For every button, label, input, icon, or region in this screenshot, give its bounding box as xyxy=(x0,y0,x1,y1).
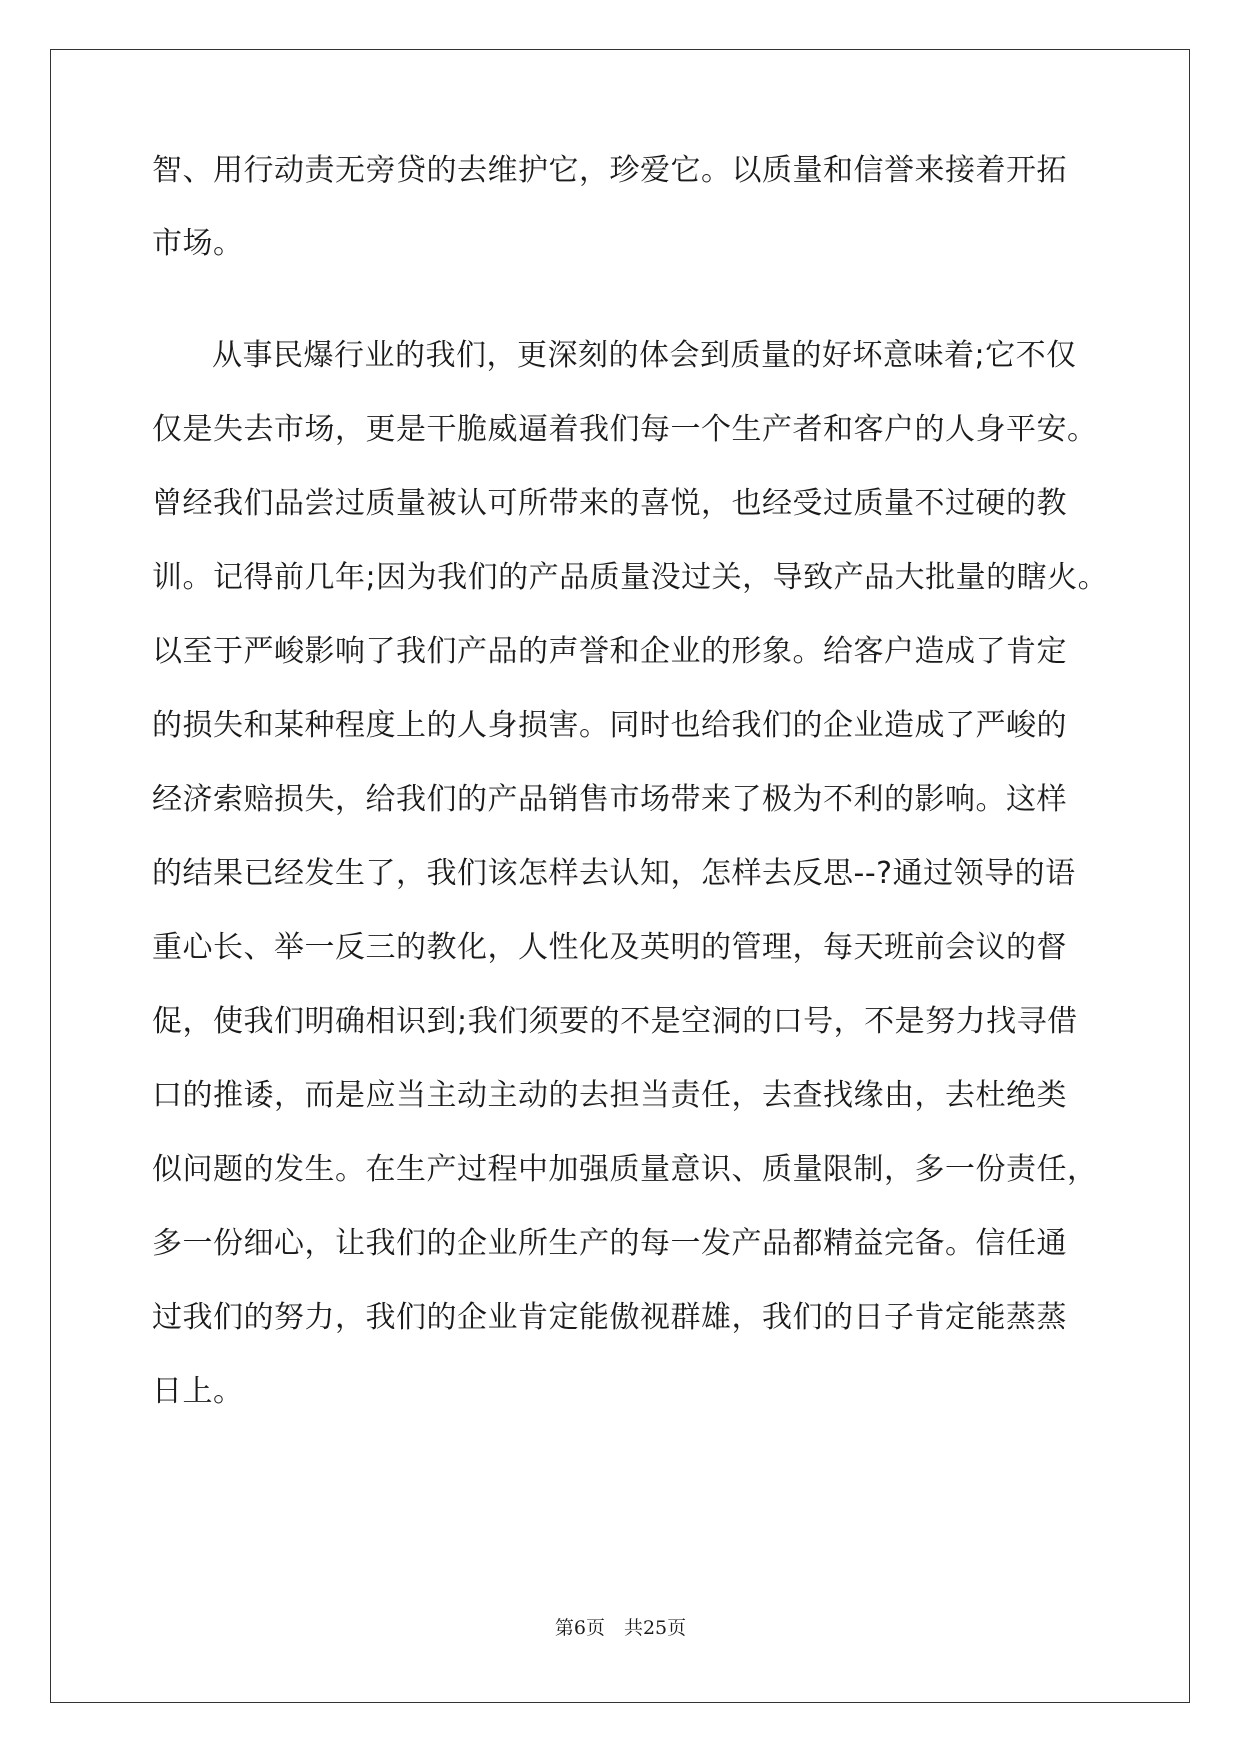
text-line: 过我们的努力，我们的企业肯定能傲视群雄，我们的日子肯定能蒸蒸 xyxy=(152,1300,1067,1335)
page-number: 第6页 共25页 xyxy=(554,1617,687,1639)
text-line: 似问题的发生。在生产过程中加强质量意识、质量限制，多一份责任， xyxy=(152,1152,1098,1187)
text-line: 多一份细心，让我们的企业所生产的每一发产品都精益完备。信任通 xyxy=(152,1226,1067,1261)
text-line: 日上。 xyxy=(152,1374,244,1409)
text-line: 口的推诿，而是应当主动主动的去担当责任，去查找缘由，去杜绝类 xyxy=(152,1078,1067,1113)
text-line: 促，使我们明确相识到;我们须要的不是空洞的口号，不是努力找寻借 xyxy=(152,1004,1078,1039)
text-line: 重心长、举一反三的教化，人性化及英明的管理，每天班前会议的督 xyxy=(152,930,1067,965)
text-line: 仅是失去市场，更是干脆威逼着我们每一个生产者和客户的人身平安。 xyxy=(152,412,1098,447)
text-line: 训。记得前几年;因为我们的产品质量没过关，导致产品大批量的瞎火。 xyxy=(152,560,1109,595)
paragraph-first-line: 从事民爆行业的我们，更深刻的体会到质量的好坏意味着;它不仅 xyxy=(212,338,1077,373)
text-line: 以至于严峻影响了我们产品的声誉和企业的形象。给客户造成了肯定 xyxy=(152,634,1067,669)
text-line: 市场。 xyxy=(152,226,244,261)
text-line: 的结果已经发生了，我们该怎样去认知，怎样去反思--?通过领导的语 xyxy=(152,856,1076,891)
text-line: 经济索赔损失，给我们的产品销售市场带来了极为不利的影响。这样 xyxy=(152,782,1067,817)
text-line: 曾经我们品尝过质量被认可所带来的喜悦，也经受过质量不过硬的教 xyxy=(152,486,1067,521)
text-line: 的损失和某种程度上的人身损害。同时也给我们的企业造成了严峻的 xyxy=(152,708,1067,743)
text-line: 智、用行动责无旁贷的去维护它，珍爱它。以质量和信誉来接着开拓 xyxy=(152,153,1067,188)
